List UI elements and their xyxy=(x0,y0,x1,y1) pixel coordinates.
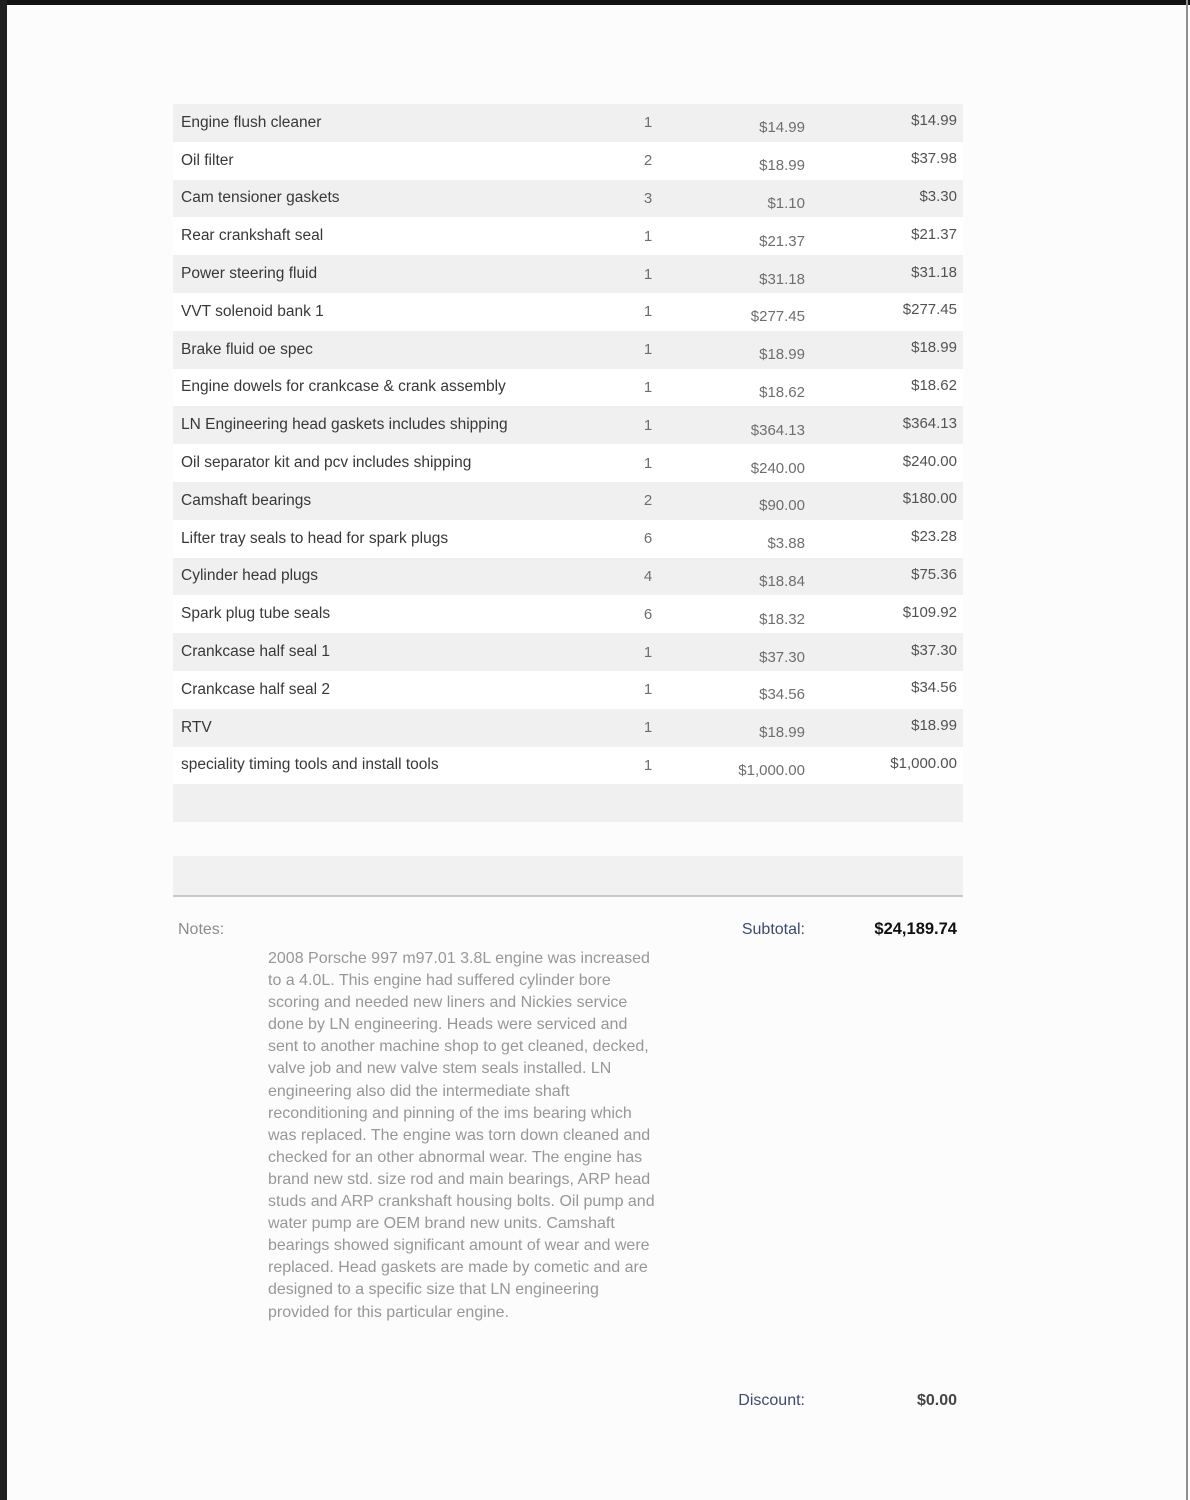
quantity-cell: 1 xyxy=(643,303,653,321)
unit-price-cell: $18.84 xyxy=(759,572,805,590)
line-total-cell: $364.13 xyxy=(902,414,957,432)
line-total-cell: $18.99 xyxy=(911,717,957,735)
table-row xyxy=(173,633,963,671)
table-row xyxy=(173,558,963,596)
quantity-cell: 2 xyxy=(643,152,653,170)
item-name-cell: Camshaft bearings xyxy=(181,491,312,509)
empty-row xyxy=(173,784,963,822)
line-total-cell: $240.00 xyxy=(902,452,957,470)
item-name-cell: Brake fluid oe spec xyxy=(181,340,313,358)
notes-text: 2008 Porsche 997 m97.01 3.8L engine was increased to a 4.0L. This engine had suffered cylinder bore scoring and needed new liners and Nickies service done by LN engineering. Heads were serviced and sent to another machine shop to get cleaned, decked, valve job and new valve stem seals installed. LN engineering also did the intermediate shaft reconditioning and pinning of the ims bearing which was replaced. The engine was torn down cleaned and checked for an other abnormal wear. The engine has brand new std. size rod and main bearings, ARP head studs and ARP crankshaft housing bolts. Oil pump and water pump are OEM brand new units. Camshaft bearings showed significant amount of wear and were replaced. Head gaskets are made by cometic and are designed to a specific size that LN engineering provided for this particular engine. xyxy=(268,950,655,1321)
discount-row xyxy=(738,1392,957,1410)
item-name-cell: Crankcase half seal 1 xyxy=(181,643,331,661)
line-total-cell: $277.45 xyxy=(902,301,957,319)
unit-price-cell: $37.30 xyxy=(759,648,805,666)
unit-price-cell: $34.56 xyxy=(759,686,805,704)
quantity-cell: 4 xyxy=(643,567,653,585)
line-total-cell: $23.28 xyxy=(911,528,957,546)
discount-label: Discount: xyxy=(738,1392,805,1409)
left-edge-bar xyxy=(0,0,7,1500)
quantity-cell: 3 xyxy=(643,189,653,207)
item-name-cell: Rear crankshaft seal xyxy=(181,227,324,245)
subtotal-label: Subtotal: xyxy=(741,921,805,938)
quantity-cell: 1 xyxy=(643,719,653,737)
line-total-cell: $37.98 xyxy=(911,150,957,168)
line-total-cell: $14.99 xyxy=(911,112,957,130)
item-name-cell: Cylinder head plugs xyxy=(181,567,319,585)
line-total-cell: $75.36 xyxy=(911,565,957,583)
unit-price-cell: $90.00 xyxy=(759,497,805,515)
line-total-cell: $31.18 xyxy=(911,263,957,281)
quantity-cell: 1 xyxy=(643,756,653,774)
top-edge-bar xyxy=(0,0,1190,5)
unit-price-cell: $18.32 xyxy=(759,610,805,628)
quantity-cell: 6 xyxy=(643,605,653,623)
quantity-cell: 1 xyxy=(643,454,653,472)
table-row xyxy=(173,331,963,369)
table-row xyxy=(173,671,963,709)
quantity-cell: 1 xyxy=(643,114,653,132)
quantity-cell: 1 xyxy=(643,227,653,245)
right-edge-line xyxy=(1186,0,1188,1500)
line-total-cell: $109.92 xyxy=(902,603,957,621)
item-name-cell: Power steering fluid xyxy=(181,265,318,283)
unit-price-cell: $18.62 xyxy=(759,383,805,401)
table-row xyxy=(173,444,963,482)
table-footer-bar xyxy=(173,856,963,897)
item-name-cell: Lifter tray seals to head for spark plugs xyxy=(181,529,449,547)
item-name-cell: Engine flush cleaner xyxy=(181,113,322,131)
line-total-cell: $34.56 xyxy=(911,679,957,697)
table-row xyxy=(173,482,963,520)
table-row xyxy=(173,255,963,293)
line-total-cell: $180.00 xyxy=(902,490,957,508)
line-total-cell: $37.30 xyxy=(911,641,957,659)
quantity-cell: 1 xyxy=(643,681,653,699)
unit-price-cell: $18.99 xyxy=(759,157,805,175)
table-row xyxy=(173,709,963,747)
unit-price-cell: $1.10 xyxy=(767,194,805,212)
item-name-cell: Spark plug tube seals xyxy=(181,605,331,623)
table-row xyxy=(173,217,963,255)
table-row xyxy=(173,293,963,331)
table-row xyxy=(173,747,963,785)
notes-label: Notes: xyxy=(178,921,225,938)
quantity-cell: 1 xyxy=(643,341,653,359)
item-name-cell: Oil separator kit and pcv includes shipping xyxy=(181,454,472,472)
subtotal-value: $24,189.74 xyxy=(874,920,957,938)
table-row xyxy=(173,595,963,633)
quantity-cell: 6 xyxy=(643,530,653,548)
unit-price-cell: $31.18 xyxy=(759,270,805,288)
quantity-cell: 1 xyxy=(643,265,653,283)
item-name-cell: Cam tensioner gaskets xyxy=(181,189,340,207)
unit-price-cell: $21.37 xyxy=(759,232,805,250)
subtotal-row xyxy=(742,920,957,939)
unit-price-cell: $1,000.00 xyxy=(738,761,805,779)
line-total-cell: $3.30 xyxy=(919,187,957,205)
unit-price-cell: $18.99 xyxy=(759,724,805,742)
unit-price-cell: $240.00 xyxy=(750,459,805,477)
quantity-cell: 1 xyxy=(643,643,653,661)
table-row xyxy=(173,369,963,407)
quantity-cell: 2 xyxy=(643,492,653,510)
line-items-table xyxy=(173,104,963,822)
item-name-cell: RTV xyxy=(181,718,212,736)
table-row xyxy=(173,142,963,180)
item-name-cell: LN Engineering head gaskets includes shipping xyxy=(181,416,508,434)
item-name-cell: VVT solenoid bank 1 xyxy=(181,302,324,320)
table-row xyxy=(173,180,963,218)
item-name-cell: Engine dowels for crankcase & crank assembly xyxy=(181,378,506,396)
item-name-cell: Oil filter xyxy=(181,151,234,169)
line-total-cell: $1,000.00 xyxy=(890,754,957,772)
quantity-cell: 1 xyxy=(643,378,653,396)
table-row xyxy=(173,520,963,558)
item-name-cell: speciality timing tools and install tools xyxy=(181,756,439,774)
table-row xyxy=(173,104,963,142)
line-total-cell: $18.99 xyxy=(911,339,957,357)
table-row xyxy=(173,406,963,444)
unit-price-cell: $364.13 xyxy=(750,421,805,439)
item-name-cell: Crankcase half seal 2 xyxy=(181,680,331,698)
unit-price-cell: $3.88 xyxy=(767,535,805,553)
quantity-cell: 1 xyxy=(643,416,653,434)
unit-price-cell: $277.45 xyxy=(750,308,805,326)
discount-value: $0.00 xyxy=(916,1392,957,1409)
line-total-cell: $18.62 xyxy=(911,376,957,394)
line-total-cell: $21.37 xyxy=(911,225,957,243)
unit-price-cell: $14.99 xyxy=(759,119,805,137)
unit-price-cell: $18.99 xyxy=(759,346,805,364)
